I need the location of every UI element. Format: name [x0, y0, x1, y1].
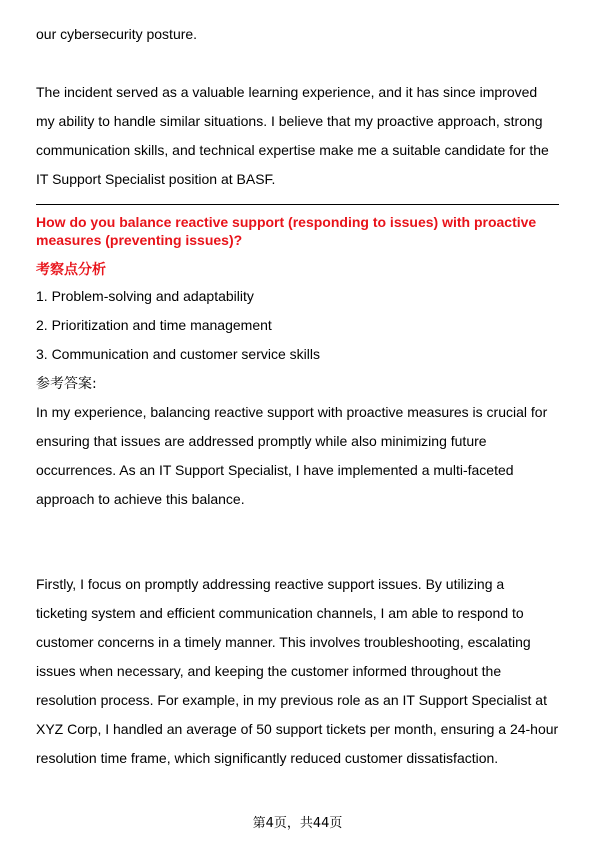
- answer-paragraph-1: In my experience, balancing reactive support with proactive measures is crucial for ensuring that issues are addressed promptly while also minimizing future occurrences. As an IT Support Specialist, I have implemented a multi-faceted approach to achieve this balance.: [36, 404, 548, 507]
- points-heading: 考察点分析: [36, 262, 106, 278]
- list-item: 1. Problem-solving and adaptability: [36, 288, 254, 304]
- list-item: 2. Prioritization and time management: [36, 317, 272, 333]
- paragraph-incident: The incident served as a valuable learning experience, and it has since improved my ability to handle similar situations. I believe that my proactive approach, strong communication skills, and technical expertise make me a suitable candidate for the IT Support Specialist position at BASF.: [36, 84, 549, 187]
- section-divider: [36, 204, 559, 205]
- paragraph-intro-end: our cybersecurity posture.: [36, 26, 198, 42]
- answer-paragraph-2: Firstly, I focus on promptly addressing reactive support issues. By utilizing a ticketing system and efficient communication channels, I am able to respond to customer concerns in a timely manner. This involves troubleshooting, escalating issues when necessary, and keeping the customer informed throughout the resolution process. For example, in my previous role as an IT Support Specialist at XYZ Corp, I handled an average of 50 support tickets per month, ensuring a 24-hour resolution time frame, which significantly reduced customer dissatisfaction.: [36, 576, 559, 766]
- list-item: 3. Communication and customer service skills: [36, 346, 320, 362]
- points-list: [36, 282, 320, 369]
- question-heading: How do you balance reactive support (responding to issues) with proactive measures (preventing issues)?: [36, 214, 537, 248]
- answer-heading: 参考答案:: [36, 376, 97, 392]
- page-number: 第4页，共44页: [252, 816, 343, 831]
